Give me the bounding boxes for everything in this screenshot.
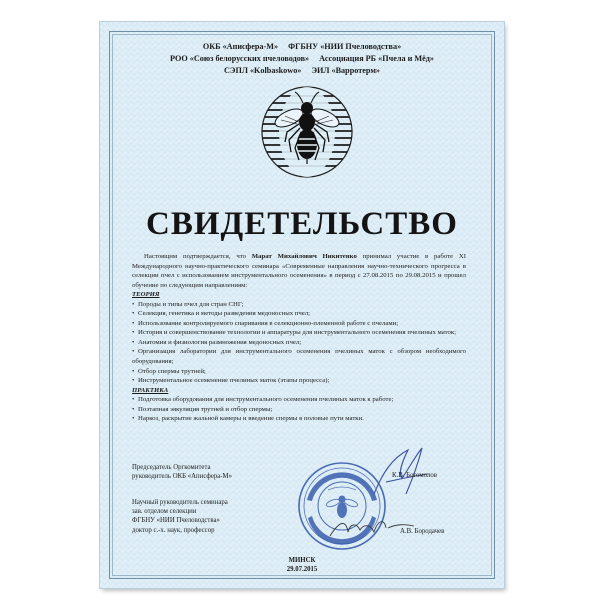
bullet-icon: •	[132, 377, 135, 385]
practice-heading: ПРАКТИКА	[132, 386, 169, 394]
theory-item-text: Анатомия и физиология размножения медоносных пчел;	[138, 338, 302, 346]
theory-item	[132, 300, 466, 310]
issue-date: 29.07.2015	[286, 566, 318, 573]
organizers-line-2	[100, 53, 504, 65]
practice-item	[132, 395, 466, 405]
bullet-icon: •	[132, 329, 135, 337]
theory-item-text: Отбор спермы трутней;	[138, 367, 206, 375]
organizer-nii: ФГБНУ «НИИ Пчеловодства»	[288, 42, 402, 51]
organizers-line-3	[100, 65, 504, 77]
theory-item	[132, 376, 466, 386]
intro-paragraph	[132, 252, 466, 290]
signatory-1-name: К.В. Богомолов	[392, 472, 437, 479]
certificate-body	[132, 252, 466, 424]
signatory-2-position-line: ФГБНУ «НИИ Пчеловодства»	[132, 517, 220, 525]
practice-item	[132, 414, 466, 424]
bullet-icon: •	[132, 338, 135, 346]
practice-item-text: Поэтапная эякуляция трутней и отбор спермы;	[138, 405, 273, 413]
bullet-icon: •	[132, 396, 135, 404]
theory-item	[132, 347, 466, 366]
theory-item-text: Использование контролируемого спаривания в селекционно-племенной работе с пчелами;	[138, 319, 399, 327]
signatory-2-position-line: доктор с.-х. наук, профессор	[132, 526, 215, 534]
organizer-association: Ассоциация РБ «Пчела и Мёд»	[319, 54, 434, 63]
theory-item-text: Селекция, генетика и методы разведения медоносных пчел;	[138, 310, 311, 318]
theory-item	[132, 309, 466, 319]
intro-text-after-name: принимал участие в работе XI Международного научно-практического семинара «Современные направления научно-технического прогресса в селекции пчел с использованием инструментального осеменения» в период с 27.08.2015 по 29.08.2015 и прошел обучение по следующим направлениям:	[132, 253, 466, 289]
organizers-header	[100, 41, 504, 77]
signatory-1-position-line: руководитель ОКБ «Аписфера-М»	[132, 473, 232, 481]
intro-text-before-name: Настоящим подтверждается, что	[144, 253, 252, 260]
bullet-icon: •	[132, 310, 135, 318]
organizer-okb: ОКБ «Аписфера-М»	[202, 42, 279, 51]
theory-item-text: Инструментальное осеменение пчелиных маток (этапы процесса);	[138, 377, 330, 385]
signatory-2-position-line: Научный руководитель семинара	[132, 499, 228, 506]
bullet-icon: •	[132, 319, 135, 327]
theory-item	[132, 328, 466, 338]
practice-item-text: Подготовка оборудования для инструментального осеменения пчелиных маток к работе;	[138, 396, 394, 404]
city: МИНСК	[288, 557, 316, 564]
organizers-line-1	[100, 41, 504, 53]
signatory-1-position	[132, 463, 232, 481]
place-and-date	[100, 556, 504, 574]
theory-item-text: История и совершенствование технологии и аппаратуры для инструментального осеменения пчелиных маток;	[138, 329, 456, 337]
bullet-icon: •	[132, 415, 135, 423]
theory-heading: ТЕОРИЯ	[132, 291, 160, 299]
organizer-sepl: СЭПЛ «Kolbaskowo»	[223, 66, 302, 75]
theory-item	[132, 338, 466, 348]
signatory-2-position-line: зав. отделом селекции	[132, 508, 197, 516]
bullet-icon: •	[132, 405, 135, 413]
bullet-icon: •	[132, 300, 135, 308]
practice-item	[132, 405, 466, 415]
organizer-roo: РОО «Союз белорусских пчеловодов»	[170, 54, 310, 63]
theory-item-text: Породы и типы пчел для стран СНГ;	[138, 300, 244, 308]
bullet-icon: •	[132, 367, 135, 375]
participant-name: Марат Михайлович Никитенко	[251, 253, 357, 260]
signatory-2-position	[132, 498, 228, 535]
practice-item-text: Наркоз, раскрытие жальной камеры и введение спермы в половые пути матки.	[138, 415, 364, 423]
bullet-icon: •	[132, 348, 135, 356]
theory-item-text: Организация лаборатории для инструментального осеменения пчелиных маток с обзором необходимого оборудования;	[132, 348, 466, 366]
signatory-1-position-line: Председатель Оргкомитета	[132, 464, 211, 471]
organizer-eil: ЭИЛ «Варротерм»	[311, 66, 381, 75]
theory-item	[132, 367, 466, 377]
signatory-2-name: А.В. Бородачев	[400, 528, 445, 535]
theory-item	[132, 319, 466, 329]
document-title: СВИДЕТЕЛЬСТВО	[146, 206, 458, 242]
certificate-sheet	[100, 22, 504, 588]
bee-emblem	[259, 84, 355, 180]
